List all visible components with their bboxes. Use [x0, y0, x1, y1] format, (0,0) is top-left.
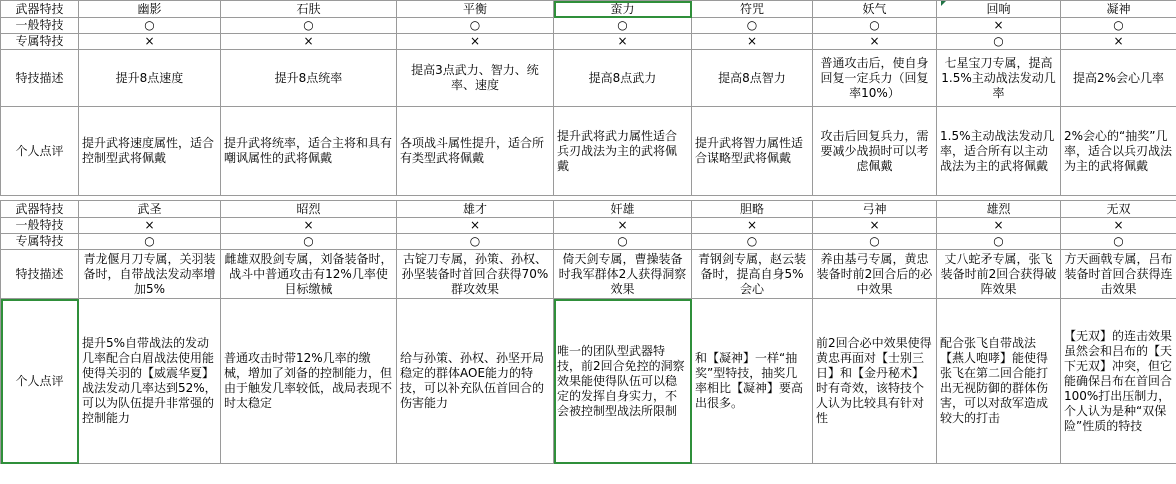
row-label-name[interactable]: 武器特技 — [1, 201, 79, 218]
cell-review[interactable]: 提升5%自带战法的发动几率配合白眉战法使用能使得关羽的【威震华夏】战法发动几率达到52%，可以为队伍提升非常强的控制能力 — [79, 299, 221, 464]
cell-review[interactable]: 前2回合必中效果使得黄忠再面对【士别三日】和【金丹秘术】时有奇效，该特技个人认为比较具有针对性 — [813, 299, 937, 464]
cell-exclusive[interactable]: ○ — [692, 234, 813, 250]
cell-name[interactable]: 武圣 — [79, 201, 221, 218]
row-label-exclusive[interactable]: 专属特技 — [1, 234, 79, 250]
cell-description[interactable]: 丈八蛇矛专属，张飞装备时前2回合获得破阵效果 — [937, 250, 1061, 299]
cell-exclusive[interactable]: ○ — [937, 34, 1061, 50]
cell-description[interactable]: 普通攻击后，使自身回复一定兵力（回复率10%） — [813, 50, 937, 107]
row-label-review[interactable]: 个人点评 — [1, 107, 79, 196]
cell-description[interactable]: 提高8点武力 — [554, 50, 692, 107]
cell-review[interactable]: 配合张飞自带战法【燕人咆哮】能使得张飞在第二回合能打出无视防御的群体伤害，可以对敌军造成较大的打击 — [937, 299, 1061, 464]
cell-review[interactable]: 提升武将智力属性适合谋略型武将佩戴 — [692, 107, 813, 196]
cell-general[interactable]: × — [397, 218, 554, 234]
table2-row-exclusive — [1, 234, 1176, 250]
cell-review[interactable]: 提升武将统率，适合主将和具有嘲讽属性的武将佩戴 — [221, 107, 397, 196]
cell-general[interactable]: ○ — [554, 18, 692, 34]
cell-exclusive[interactable]: ○ — [813, 234, 937, 250]
cell-exclusive[interactable]: ○ — [937, 234, 1061, 250]
cell-general[interactable]: × — [221, 218, 397, 234]
cell-review[interactable]: 1.5%主动战法发动几率，适合所有以主动战法为主的武将佩戴 — [937, 107, 1061, 196]
cell-description[interactable]: 雌雄双股剑专属，刘备装备时，战斗中普通攻击有12%几率使目标缴械 — [221, 250, 397, 299]
cell-name[interactable]: 凝神 — [1061, 1, 1176, 18]
table1-row-general — [1, 18, 1176, 34]
cell-description[interactable]: 提升8点速度 — [79, 50, 221, 107]
cell-description[interactable]: 养由基弓专属，黄忠装备时前2回合后的必中效果 — [813, 250, 937, 299]
cell-review[interactable]: 给与孙策、孙权、孙坚开局稳定的群体AOE能力的特技，可以补充队伍首回合的伤害能力 — [397, 299, 554, 464]
cell-name[interactable]: 雄烈 — [937, 201, 1061, 218]
cell-exclusive[interactable]: × — [79, 34, 221, 50]
cell-description[interactable]: 倚天剑专属，曹操装备时我军群体2人获得洞察效果 — [554, 250, 692, 299]
cell-name[interactable]: 蛮力 — [554, 1, 692, 18]
table2-row-description — [1, 250, 1176, 299]
cell-name[interactable]: 幽影 — [79, 1, 221, 18]
cell-review[interactable]: 和【凝神】一样“抽奖”型特技，抽奖几率相比【凝神】要高出很多。 — [692, 299, 813, 464]
row-label-name[interactable]: 武器特技 — [1, 1, 79, 18]
table1-row-exclusive — [1, 34, 1176, 50]
cell-general[interactable]: ○ — [813, 18, 937, 34]
cell-general[interactable]: × — [937, 218, 1061, 234]
row-label-description[interactable]: 特技描述 — [1, 50, 79, 107]
table2-row-general — [1, 218, 1176, 234]
cell-exclusive[interactable]: × — [554, 34, 692, 50]
cell-name[interactable]: 雄才 — [397, 201, 554, 218]
cell-description[interactable]: 提升8点统率 — [221, 50, 397, 107]
table2-row-name — [1, 201, 1176, 218]
cell-general[interactable]: ○ — [397, 18, 554, 34]
cell-description[interactable]: 青龙偃月刀专属，关羽装备时，自带战法发动率增加5% — [79, 250, 221, 299]
cell-review[interactable]: 普通攻击时带12%几率的缴械，增加了刘备的控制能力，但由于触发几率较低，战局表现不时太稳定 — [221, 299, 397, 464]
cell-review[interactable]: 攻击后回复兵力，需要减少战损时可以考虑佩戴 — [813, 107, 937, 196]
cell-name[interactable]: 平衡 — [397, 1, 554, 18]
cell-review[interactable]: 提升武将武力属性适合兵刃战法为主的武将佩戴 — [554, 107, 692, 196]
cell-exclusive[interactable]: × — [221, 34, 397, 50]
cell-name[interactable]: 昭烈 — [221, 201, 397, 218]
cell-general[interactable]: ○ — [692, 18, 813, 34]
cell-name[interactable]: 胆略 — [692, 201, 813, 218]
cell-name[interactable]: 无双 — [1061, 201, 1176, 218]
cell-general[interactable]: × — [937, 18, 1061, 34]
cell-general[interactable]: × — [1061, 218, 1176, 234]
table1-row-review — [1, 107, 1176, 196]
row-label-exclusive[interactable]: 专属特技 — [1, 34, 79, 50]
cell-general[interactable]: × — [692, 218, 813, 234]
row-label-general[interactable]: 一般特技 — [1, 218, 79, 234]
cell-exclusive[interactable]: × — [692, 34, 813, 50]
cell-name[interactable]: 弓神 — [813, 201, 937, 218]
row-label-review[interactable]: 个人点评 — [1, 299, 79, 464]
cell-general[interactable]: ○ — [221, 18, 397, 34]
cell-name[interactable]: 奸雄 — [554, 201, 692, 218]
cell-exclusive[interactable]: ○ — [221, 234, 397, 250]
cell-description[interactable]: 方天画戟专属，吕布装备时首回合获得连击效果 — [1061, 250, 1176, 299]
cell-name[interactable]: 石肤 — [221, 1, 397, 18]
cell-review[interactable]: 各项战斗属性提升，适合所有类型武将佩戴 — [397, 107, 554, 196]
table1-row-name — [1, 1, 1176, 18]
cell-general[interactable]: ○ — [1061, 18, 1176, 34]
cell-general[interactable]: × — [813, 218, 937, 234]
cell-description[interactable]: 古锭刀专属，孙策、孙权、孙坚装备时首回合获得70%群攻效果 — [397, 250, 554, 299]
cell-name[interactable]: 妖气 — [813, 1, 937, 18]
row-label-description[interactable]: 特技描述 — [1, 250, 79, 299]
cell-exclusive[interactable]: × — [397, 34, 554, 50]
cell-general[interactable]: ○ — [79, 18, 221, 34]
cell-description[interactable]: 青钢剑专属，赵云装备时，提高自身5%会心 — [692, 250, 813, 299]
cell-exclusive[interactable]: ○ — [397, 234, 554, 250]
row-label-general[interactable]: 一般特技 — [1, 18, 79, 34]
cell-exclusive[interactable]: × — [1061, 34, 1176, 50]
cell-description[interactable]: 七星宝刀专属，提高1.5%主动战法发动几率 — [937, 50, 1061, 107]
cell-review[interactable]: 【无双】的连击效果虽然会和吕布的【天下无双】冲突，但它能确保吕布在首回合100%打出压制力，个人认为是种“双保险”性质的特技 — [1061, 299, 1176, 464]
cell-review[interactable]: 提升武将速度属性，适合控制型武将佩戴 — [79, 107, 221, 196]
cell-description[interactable]: 提高2%会心几率 — [1061, 50, 1176, 107]
cell-name[interactable]: 符咒 — [692, 1, 813, 18]
cell-exclusive[interactable]: ○ — [79, 234, 221, 250]
table2-row-review — [1, 299, 1176, 464]
cell-exclusive[interactable]: × — [813, 34, 937, 50]
comment-indicator-icon — [941, 1, 946, 6]
cell-name[interactable]: 回响 — [937, 1, 1061, 18]
table1-row-description — [1, 50, 1176, 107]
cell-exclusive[interactable]: ○ — [554, 234, 692, 250]
cell-general[interactable]: × — [554, 218, 692, 234]
cell-general[interactable]: × — [79, 218, 221, 234]
cell-description[interactable]: 提高8点智力 — [692, 50, 813, 107]
cell-review[interactable]: 唯一的团队型武器特技，前2回合免控的洞察效果能使得队伍可以稳定的发挥自身实力，不会被控制型战法所限制 — [554, 299, 692, 464]
cell-description[interactable]: 提高3点武力、智力、统率、速度 — [397, 50, 554, 107]
cell-review[interactable]: 2%会心的“抽奖”几率，适合以兵刃战法为主的武将佩戴 — [1061, 107, 1176, 196]
cell-exclusive[interactable]: ○ — [1061, 234, 1176, 250]
